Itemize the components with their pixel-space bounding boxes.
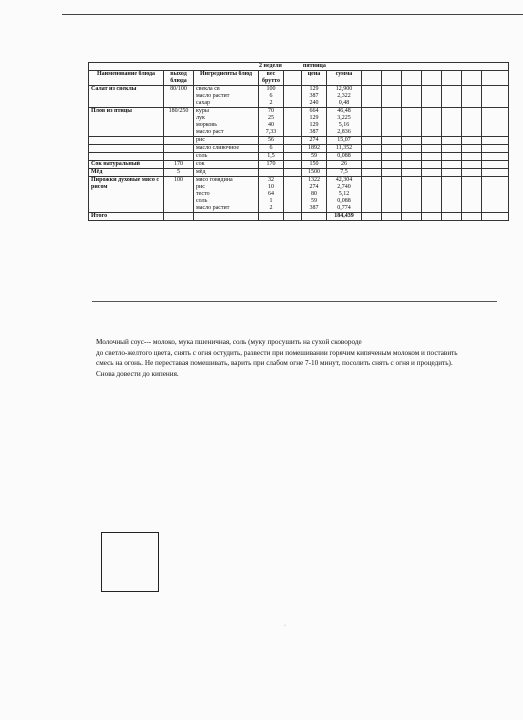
dish-sums bbox=[327, 145, 362, 153]
dish-sums bbox=[327, 169, 362, 177]
table-row bbox=[89, 153, 509, 161]
extra-cell bbox=[362, 137, 382, 145]
dish-prices-line: 387 bbox=[309, 93, 319, 99]
extra-cell bbox=[362, 86, 382, 108]
dish-prices bbox=[302, 161, 327, 169]
blank-cell bbox=[284, 137, 302, 145]
dish-ingredients-line: рис bbox=[196, 184, 205, 190]
dish-ingredients bbox=[194, 161, 259, 169]
dish-sums bbox=[327, 177, 362, 213]
dish-weights-line: 1,5 bbox=[267, 153, 275, 159]
extra-cell bbox=[462, 145, 482, 153]
extra-cell bbox=[462, 153, 482, 161]
col-header-blank bbox=[284, 71, 302, 86]
dish-weights-line: 10 bbox=[268, 184, 274, 190]
dish-name: Мёд bbox=[89, 169, 164, 177]
extra-col bbox=[462, 71, 482, 86]
dish-sums-line: 46,48 bbox=[337, 108, 351, 114]
dish-weights bbox=[259, 108, 284, 137]
extra-cell bbox=[442, 137, 462, 145]
dish-weights-line: 6 bbox=[269, 145, 273, 151]
dish-weights bbox=[259, 137, 284, 145]
extra-cell bbox=[442, 177, 462, 213]
dish-weights-line: 2 bbox=[269, 205, 273, 211]
dish-sums-line: 2,836 bbox=[337, 129, 351, 135]
dish-prices-line: 129 bbox=[309, 86, 319, 92]
extra-cell bbox=[402, 153, 422, 161]
extra-cell bbox=[382, 161, 402, 169]
dish-name: Салат из свеклы bbox=[89, 86, 164, 108]
dish-sums-line: 7,5 bbox=[340, 169, 348, 175]
extra-cell bbox=[422, 108, 442, 137]
total-value: 184,439 bbox=[327, 213, 362, 221]
dish-name: Сок натуральный bbox=[89, 161, 164, 169]
extra-cell bbox=[462, 177, 482, 213]
day-label: пятница bbox=[302, 63, 326, 69]
dish-sums-line: 5,16 bbox=[338, 122, 350, 128]
extra-cell bbox=[382, 169, 402, 177]
total-row bbox=[89, 213, 509, 221]
dish-prices-line: 387 bbox=[309, 205, 319, 211]
extra-cell bbox=[482, 153, 509, 161]
dish-prices bbox=[302, 153, 327, 161]
dish-sums-line: 2,322 bbox=[337, 93, 351, 99]
dish-prices-line: 129 bbox=[309, 122, 319, 128]
extra-cell bbox=[422, 161, 442, 169]
extra-cell bbox=[482, 108, 509, 137]
extra-cell bbox=[382, 145, 402, 153]
dish-sums-line: 2,740 bbox=[337, 184, 351, 190]
blank-cell bbox=[284, 177, 302, 213]
dish-weights-line: 25 bbox=[268, 115, 274, 121]
extra-cell bbox=[462, 86, 482, 108]
extra-cell bbox=[442, 153, 462, 161]
dish-weights-line: 40 bbox=[268, 122, 274, 128]
dish-ingredients-line: сок bbox=[196, 161, 205, 167]
dish-ingredients bbox=[194, 177, 259, 213]
dish-ingredients bbox=[194, 137, 259, 145]
col-header-weight-sub: брутто bbox=[261, 78, 281, 84]
dish-ingredients-line: масло растит bbox=[196, 205, 230, 211]
extra-cell bbox=[362, 161, 382, 169]
dish-prices bbox=[302, 86, 327, 108]
table-row bbox=[89, 86, 509, 108]
table-row bbox=[89, 137, 509, 145]
dish-yield: 180/250 bbox=[164, 108, 194, 137]
dish-ingredients-line: тесто bbox=[196, 191, 210, 197]
menu-table bbox=[88, 62, 509, 221]
dish-prices bbox=[302, 169, 327, 177]
col-header-yield: выход блюда bbox=[164, 71, 194, 86]
dish-ingredients bbox=[194, 169, 259, 177]
dish-name: Плов из птицы bbox=[89, 108, 164, 137]
dish-yield: 100 bbox=[164, 177, 194, 213]
extra-cell bbox=[442, 145, 462, 153]
extra-cell bbox=[382, 153, 402, 161]
dish-ingredients-line: сахар bbox=[196, 100, 210, 106]
extra-cell bbox=[442, 169, 462, 177]
extra-cell bbox=[402, 137, 422, 145]
blank-cell bbox=[284, 86, 302, 108]
dish-ingredients-line: масло сливочное bbox=[196, 145, 240, 151]
extra-cell bbox=[382, 137, 402, 145]
dish-sums-line: 0,774 bbox=[337, 205, 351, 211]
dish-ingredients-line: морковь bbox=[196, 122, 217, 128]
dish-prices-line: 274 bbox=[309, 137, 319, 143]
extra-cell bbox=[362, 153, 382, 161]
dish-weights-line: 32 bbox=[268, 177, 274, 183]
extra-cell bbox=[362, 145, 382, 153]
dish-sums-line: 0,088 bbox=[337, 198, 351, 204]
blank-cell bbox=[284, 161, 302, 169]
dish-ingredients-line: лук bbox=[196, 115, 205, 121]
dish-prices bbox=[302, 137, 327, 145]
week-row bbox=[89, 63, 509, 71]
dish-sums-line: 0,48 bbox=[338, 100, 350, 106]
dish-prices-line: 240 bbox=[309, 100, 319, 106]
col-header-sum: сумма bbox=[327, 71, 362, 86]
extra-cell bbox=[482, 145, 509, 153]
extra-cell bbox=[362, 108, 382, 137]
col-header-price: цена bbox=[302, 71, 327, 86]
dish-weights bbox=[259, 169, 284, 177]
extra-cell bbox=[382, 177, 402, 213]
extra-cell bbox=[442, 86, 462, 108]
dish-sums-line: 26 bbox=[341, 161, 347, 167]
dish-name bbox=[89, 137, 164, 145]
table-row bbox=[89, 145, 509, 153]
extra-cell bbox=[402, 108, 422, 137]
dish-ingredients bbox=[194, 153, 259, 161]
note-line: Снова довести до кипения. bbox=[96, 369, 179, 378]
week-label: 2 неделя bbox=[259, 63, 282, 69]
dish-sums bbox=[327, 86, 362, 108]
dish-yield: 5 bbox=[164, 169, 194, 177]
dish-sums bbox=[327, 137, 362, 145]
extra-col bbox=[402, 71, 422, 86]
extra-cell bbox=[422, 153, 442, 161]
table-row bbox=[89, 161, 509, 169]
extra-col bbox=[482, 71, 509, 86]
dish-sums-line: 42,304 bbox=[335, 177, 353, 183]
dish-rows bbox=[89, 86, 509, 213]
dish-prices bbox=[302, 108, 327, 137]
extra-cell bbox=[482, 161, 509, 169]
extra-cell bbox=[442, 108, 462, 137]
dish-sums-line: 12,900 bbox=[335, 86, 353, 92]
dish-weights-line: 56 bbox=[268, 137, 274, 143]
extra-cell bbox=[462, 169, 482, 177]
dish-weights-line: 70 bbox=[268, 108, 274, 114]
col-header-weight bbox=[259, 71, 284, 86]
extra-cell bbox=[402, 86, 422, 108]
dish-sums bbox=[327, 108, 362, 137]
extra-cell bbox=[382, 86, 402, 108]
extra-cell bbox=[402, 169, 422, 177]
extra-cell bbox=[422, 86, 442, 108]
dish-weights-line: 170 bbox=[266, 161, 276, 167]
menu-cost-sheet bbox=[88, 62, 508, 221]
dish-sums-line: 11,352 bbox=[335, 145, 353, 151]
dish-sums-line: 3,225 bbox=[337, 115, 351, 121]
dish-yield bbox=[164, 137, 194, 145]
dish-prices-line: 129 bbox=[309, 115, 319, 121]
extra-cell bbox=[482, 86, 509, 108]
dish-yield: 170 bbox=[164, 161, 194, 169]
dish-sums bbox=[327, 153, 362, 161]
dish-ingredients-line: масло раст bbox=[196, 129, 224, 135]
dish-prices-line: 1500 bbox=[308, 169, 320, 175]
separator-line bbox=[92, 301, 497, 302]
scan-mark: · bbox=[284, 623, 286, 629]
blank-cell bbox=[284, 108, 302, 137]
extra-cell bbox=[402, 177, 422, 213]
dish-weights bbox=[259, 86, 284, 108]
dish-yield bbox=[164, 153, 194, 161]
note-line: смесь на огонь. Не переставая помешивать, варить при слабом огне 7-10 минут, посолить снять с огня и процедить). bbox=[96, 359, 453, 367]
header-row bbox=[89, 71, 509, 86]
dish-weights bbox=[259, 153, 284, 161]
dish-prices-line: 80 bbox=[311, 191, 317, 197]
dish-prices-line: 59 bbox=[311, 153, 317, 159]
empty-stamp-box bbox=[101, 532, 159, 592]
extra-cell bbox=[422, 145, 442, 153]
blank-cell bbox=[284, 145, 302, 153]
dish-prices bbox=[302, 145, 327, 153]
extra-cell bbox=[382, 108, 402, 137]
extra-col bbox=[422, 71, 442, 86]
extra-cell bbox=[462, 161, 482, 169]
dish-ingredients bbox=[194, 86, 259, 108]
dish-ingredients-line: соль bbox=[196, 198, 208, 204]
dish-yield: 80/100 bbox=[164, 86, 194, 108]
dish-ingredients-line: рис bbox=[196, 137, 205, 143]
dish-prices-line: 59 bbox=[311, 198, 317, 204]
dish-sums-line: 5,12 bbox=[338, 191, 350, 197]
dish-yield bbox=[164, 145, 194, 153]
dish-weights-line: 100 bbox=[266, 86, 276, 92]
extra-cell bbox=[402, 145, 422, 153]
extra-cell bbox=[362, 177, 382, 213]
table-row bbox=[89, 177, 509, 213]
extra-cell bbox=[442, 161, 462, 169]
dish-ingredients bbox=[194, 108, 259, 137]
table-row bbox=[89, 169, 509, 177]
dish-prices-line: 387 bbox=[309, 129, 319, 135]
col-header-ingredients: Ингредиенты блюд bbox=[194, 71, 259, 86]
scan-top-border-line bbox=[62, 14, 523, 15]
dish-ingredients-line: куры bbox=[196, 108, 209, 114]
dish-weights bbox=[259, 145, 284, 153]
extra-cell bbox=[422, 177, 442, 213]
blank-cell bbox=[284, 153, 302, 161]
dish-weights-line: 1 bbox=[269, 198, 273, 204]
extra-cell bbox=[422, 137, 442, 145]
blank-cell bbox=[284, 169, 302, 177]
dish-prices-line: 1892 bbox=[308, 145, 320, 151]
dish-ingredients-line: мёд bbox=[196, 169, 206, 175]
dish-weights-line: 7,33 bbox=[265, 129, 277, 135]
dish-sums-line: 0,088 bbox=[337, 153, 351, 159]
extra-col bbox=[442, 71, 462, 86]
extra-cell bbox=[482, 137, 509, 145]
dish-weights-line: 2 bbox=[269, 100, 273, 106]
extra-cell bbox=[362, 169, 382, 177]
note-line: до светло-желтого цвета, снять с огня остудить, развести при помешивании горячим кипяченым молоком и поставить bbox=[96, 348, 458, 357]
dish-name bbox=[89, 145, 164, 153]
col-header-weight-label: вес bbox=[266, 71, 276, 77]
dish-prices-line: 150 bbox=[309, 161, 319, 167]
dish-sums-line: 15,07 bbox=[337, 137, 351, 143]
dish-weights bbox=[259, 161, 284, 169]
extra-cell bbox=[402, 161, 422, 169]
dish-sums bbox=[327, 161, 362, 169]
extra-cell bbox=[482, 177, 509, 213]
extra-cell bbox=[462, 108, 482, 137]
recipe-note bbox=[96, 337, 511, 379]
dish-ingredients-line: соль bbox=[196, 153, 208, 159]
dish-prices-line: 1322 bbox=[308, 177, 320, 183]
dish-prices-line: 274 bbox=[309, 184, 319, 190]
dish-prices-line: 664 bbox=[309, 108, 319, 114]
dish-ingredients-line: свекла св bbox=[196, 86, 220, 92]
col-header-name: Наименование блюда bbox=[89, 71, 164, 86]
dish-ingredients-line: мясо говядина bbox=[196, 177, 233, 183]
dish-weights-line: 6 bbox=[269, 93, 273, 99]
extra-col bbox=[362, 71, 382, 86]
dish-name: Пирожки духовые мясо с рисом bbox=[89, 177, 164, 213]
extra-cell bbox=[422, 169, 442, 177]
note-line: Молочный соус--- молоко, мука пшеничная, соль (муку просушить на сухой сковороде bbox=[96, 338, 362, 346]
dish-ingredients bbox=[194, 145, 259, 153]
dish-prices bbox=[302, 177, 327, 213]
table-row bbox=[89, 108, 509, 137]
dish-name bbox=[89, 153, 164, 161]
total-label: Итого bbox=[89, 213, 164, 221]
extra-col bbox=[382, 71, 402, 86]
extra-cell bbox=[462, 137, 482, 145]
dish-weights-line: 64 bbox=[268, 191, 274, 197]
extra-cell bbox=[482, 169, 509, 177]
dish-ingredients-line: масло растит bbox=[196, 93, 230, 99]
dish-weights bbox=[259, 177, 284, 213]
